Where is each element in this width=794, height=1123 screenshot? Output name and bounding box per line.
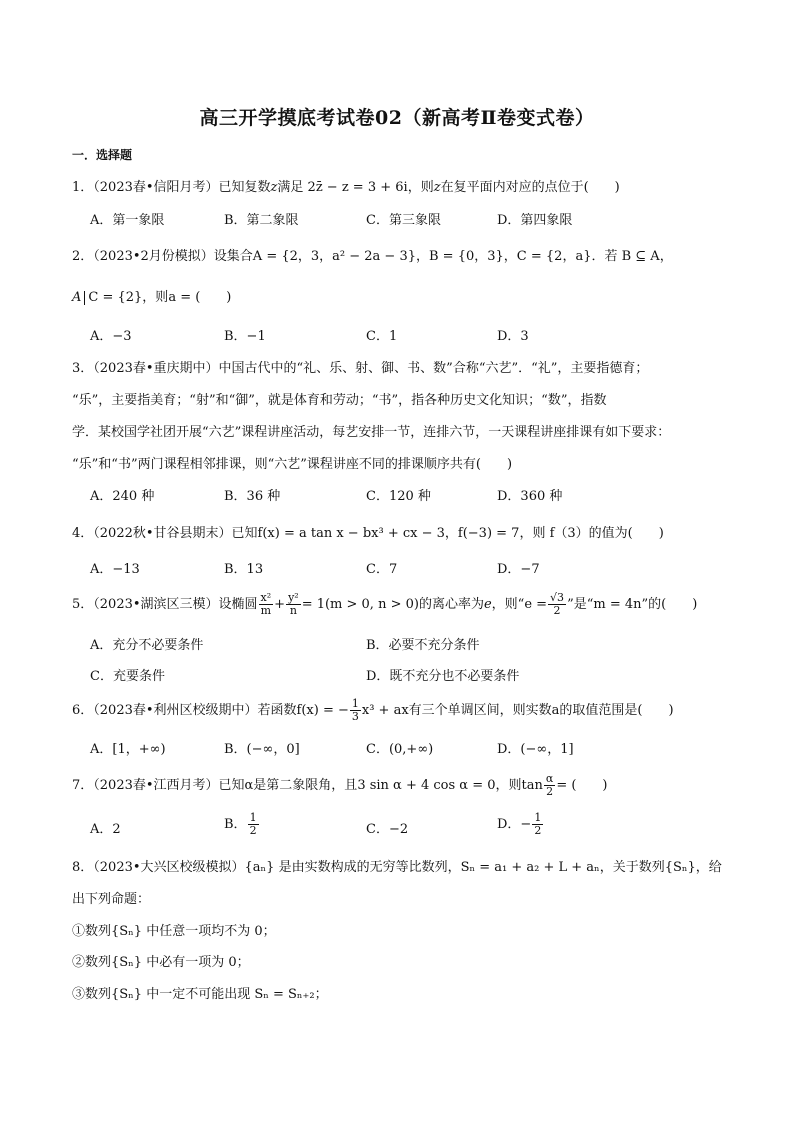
q5-option-b: B．必要不充分条件 bbox=[366, 638, 480, 653]
q4-condition: f(−3) = 7 bbox=[457, 526, 520, 541]
set-a: A = {2，3，a² − 2a − 3} bbox=[252, 249, 416, 264]
q6-option-b: B．(−∞，0] bbox=[224, 742, 300, 757]
text-cursor bbox=[84, 291, 85, 305]
fraction-neg-1-over-2: $\frac{1}{2}$ bbox=[534, 811, 542, 837]
q7-expression: 3 sin α + 4 cos α = 0 bbox=[357, 778, 496, 793]
q6-option-d: D．(−∞，1] bbox=[497, 742, 574, 757]
q7-option-a: A．2 bbox=[90, 822, 121, 837]
question-7: 7．（2023春•江西月考）已知α是第二象限角，且3 sin α + 4 cos α = 0，则tan $\frac{\alpha}{2}$ = ( ) bbox=[72, 772, 608, 798]
question-1: 1．（2023春•信阳月考）已知复数z满足 2z̄ − z = 3 + 6i，则z在复平面内对应的点位于( ) bbox=[72, 180, 620, 195]
question-6: 6．（2023春•利州区校级期中）若函数f(x) = − $\frac{1}{3}$ x³ + ax有三个单调区间，则实数a的取值范围是( ) bbox=[72, 697, 674, 723]
q5-option-a: A．充分不必要条件 bbox=[90, 638, 204, 653]
q1-expression: 2z̄ − z = 3 + 6i bbox=[307, 180, 408, 195]
question-8-line-2: 出下列命题： bbox=[72, 892, 151, 907]
fraction-1-over-3: $\frac{1}{3}$ bbox=[351, 697, 359, 723]
q7-option-b: B． $\frac{1}{2}$ bbox=[224, 811, 257, 837]
question-3-line-2: “乐”，主要指美育；“射”和“御”，就是体育和劳动；“书”，指各种历史文化知识；“数”，指数 bbox=[72, 393, 607, 408]
q1-option-c: C．第三象限 bbox=[366, 213, 441, 228]
q5-option-d: D．既不充分也不必要条件 bbox=[366, 669, 520, 684]
q8-statement-3: ③数列{Sₙ} 中一定不可能出现 Sₙ = Sₙ₊₂； bbox=[72, 987, 328, 1002]
q4-option-d: D．−7 bbox=[497, 562, 540, 577]
fraction-x2-over-m: $\frac{\text{x²}}{m}$ bbox=[260, 591, 272, 617]
section-heading: 一．选择题 bbox=[72, 148, 133, 162]
exam-title: 高三开学摸底考试卷02（新高考Ⅱ卷变式卷） bbox=[199, 107, 595, 129]
question-3-line-3: 学．某校国学社团开展“六艺”课程讲座活动，每艺安排一节，连排六节，一天课程讲座排课有如下要求： bbox=[72, 425, 671, 440]
q1-option-b: B．第二象限 bbox=[224, 213, 299, 228]
q4-expression: f(x) = a tan x − bx³ + cx − 3 bbox=[257, 526, 445, 541]
q2-option-c: C．1 bbox=[366, 329, 398, 344]
q4-option-c: C．7 bbox=[366, 562, 398, 577]
fraction-1-over-2: $\frac{1}{2}$ bbox=[249, 811, 257, 837]
q6-option-c: C．(0,+∞) bbox=[366, 742, 434, 757]
q7-option-d: D．− $\frac{1}{2}$ bbox=[497, 811, 542, 837]
question-2: 2．（2023•2月份模拟）设集合A = {2，3，a² − 2a − 3}，B = {0，3}，C = {2，a}．若 B ⊆ A， bbox=[72, 249, 673, 264]
q8-statement-1: ①数列{Sₙ} 中任意一项均不为 0； bbox=[72, 924, 276, 939]
q1-option-d: D．第四象限 bbox=[497, 213, 573, 228]
fraction-alpha-over-2: $\frac{\alpha}{2}$ bbox=[545, 772, 554, 798]
question-3-line-4: “乐”和“书”两门课程相邻排课，则“六艺”课程讲座不同的排课顺序共有( ) bbox=[72, 457, 513, 472]
q2-option-d: D．3 bbox=[497, 329, 529, 344]
q3-option-c: C．120 种 bbox=[366, 489, 431, 504]
q6-option-a: A．[1，+∞) bbox=[90, 742, 166, 757]
q3-option-b: B．36 种 bbox=[224, 489, 281, 504]
fraction-y2-over-n: $\frac{\text{y²}}{n}$ bbox=[288, 591, 299, 617]
fraction-sqrt3-over-2: $\frac{√3}{2}$ bbox=[550, 591, 565, 617]
q7-option-c: C．−2 bbox=[366, 822, 409, 837]
sum-expression: Sₙ = a₁ + a₂ + L + aₙ bbox=[460, 860, 600, 875]
q3-option-d: D．360 种 bbox=[497, 489, 563, 504]
question-8-line-1: 8．（2023•大兴区校级模拟）{aₙ} 是由实数构成的无穷等比数列，Sₙ = a₁ + a₂ + L + aₙ，关于数列{Sₙ}，给 bbox=[72, 860, 722, 875]
q2-option-b: B．−1 bbox=[224, 329, 266, 344]
question-3-line-1: 3．（2023春•重庆期中）中国古代中的“礼、乐、射、御、书、数”合称“六艺”．“礼”，主要指德育； bbox=[72, 361, 649, 376]
q1-option-a: A．第一象限 bbox=[90, 213, 165, 228]
q3-option-a: A．240 种 bbox=[90, 489, 155, 504]
q4-option-a: A．−13 bbox=[90, 562, 140, 577]
q2-option-a: A．−3 bbox=[90, 329, 132, 344]
question-5: 5．（2023•湖滨区三模）设椭圆 $\frac{\text{x²}}{m}$ + $\frac{\text{y²}}{n}$ = 1(m > 0, n > 0)的离心率为e，则“e = $\frac{√3}{2}$ ”是“m = 4n”的( ) bbox=[72, 591, 698, 617]
q8-statement-2: ②数列{Sₙ} 中必有一项为 0； bbox=[72, 955, 250, 970]
question-2-line-2: A C = {2}，则a = ( ) bbox=[72, 290, 232, 305]
q5-option-c: C．充要条件 bbox=[90, 669, 165, 684]
q4-option-b: B．13 bbox=[224, 562, 264, 577]
question-4: 4．（2022秋•甘谷县期末）已知f(x) = a tan x − bx³ + cx − 3，f(−3) = 7，则 f（3）的值为( ) bbox=[72, 526, 664, 541]
